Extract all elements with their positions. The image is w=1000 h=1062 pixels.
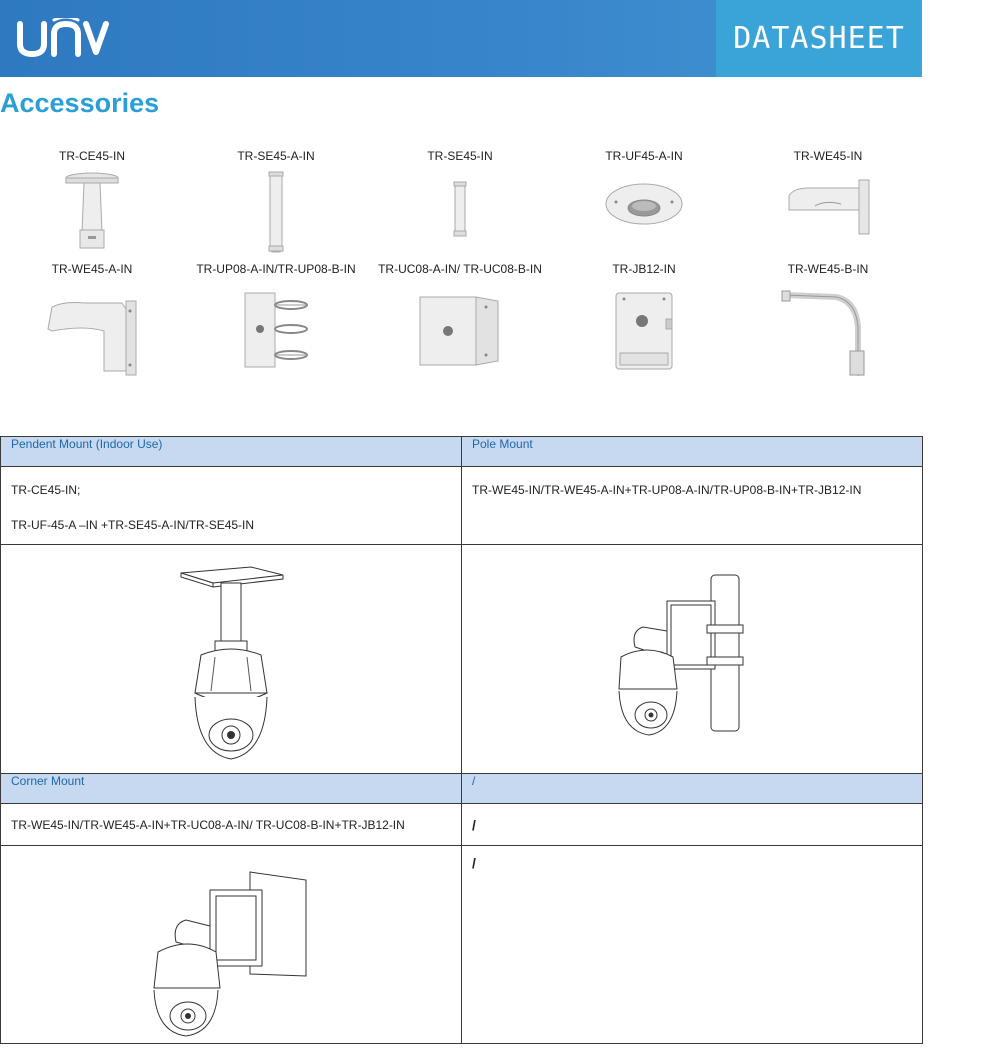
unv-logo-icon xyxy=(16,18,112,58)
table-row xyxy=(1,437,923,467)
table-row xyxy=(1,545,923,774)
accessory-item xyxy=(368,261,552,369)
accessory-item xyxy=(552,261,736,371)
accessory-item xyxy=(184,261,368,371)
accessories-row xyxy=(0,148,922,261)
accessory-item xyxy=(368,148,552,238)
corner-mount-header: Corner Mount xyxy=(1,774,462,804)
empty-models xyxy=(462,804,923,846)
empty-illustration-value: / xyxy=(472,855,476,871)
mount-options-table xyxy=(0,436,923,1044)
corner-mount-illustration xyxy=(1,846,462,1044)
long-extension-pole-icon xyxy=(266,170,286,254)
accessory-label: TR-WE45-A-IN xyxy=(51,262,133,276)
short-wall-bracket-icon xyxy=(785,178,871,238)
pole-mount-adapter-icon xyxy=(241,291,311,371)
wall-bracket-icon xyxy=(44,291,140,377)
accessory-item xyxy=(0,261,184,377)
corner-mount-models xyxy=(1,804,462,846)
datasheet-label: DATASHEET xyxy=(733,21,905,56)
table-row xyxy=(1,846,923,1044)
accessory-label: TR-SE45-IN xyxy=(427,149,493,163)
corner-mount-line: TR-WE45-IN/TR-WE45-A-IN+TR-UC08-A-IN/ TR-UC08-B-IN+TR-JB12-IN xyxy=(11,818,405,832)
accessory-label: TR-SE45-A-IN xyxy=(237,149,315,163)
pole-mount-models xyxy=(462,467,923,545)
accessory-item xyxy=(0,148,184,254)
accessory-label: TR-CE45-IN xyxy=(58,149,125,163)
pole-mount-camera-icon xyxy=(617,571,767,741)
pendant-mount-icon xyxy=(62,170,122,254)
ceiling-flange-icon xyxy=(604,178,684,238)
pole-mount-line: TR-WE45-IN/TR-WE45-A-IN+TR-UP08-A-IN/TR-UP08-B-IN+TR-JB12-IN xyxy=(472,483,862,497)
empty-models-value: / xyxy=(472,817,476,833)
pole-mount-header: Pole Mount xyxy=(462,437,923,467)
pendent-mount-models xyxy=(1,467,462,545)
datasheet-badge xyxy=(716,0,922,77)
junction-box-icon xyxy=(612,291,676,371)
table-row xyxy=(1,467,923,545)
accessories-grid xyxy=(0,148,922,388)
table-row xyxy=(1,774,923,804)
accessory-label: TR-WE45-B-IN xyxy=(787,262,869,276)
accessory-label: TR-JB12-IN xyxy=(612,262,676,276)
accessory-label: TR-UF45-A-IN xyxy=(605,149,683,163)
accessories-row xyxy=(0,261,922,388)
accessory-item xyxy=(736,148,920,238)
accessory-item xyxy=(184,148,368,254)
pendent-mount-camera-icon xyxy=(171,563,291,773)
pendent-mount-line: TR-CE45-IN; xyxy=(11,483,81,497)
pendent-mount-header: Pendent Mount (Indoor Use) xyxy=(1,437,462,467)
empty-header: / xyxy=(462,774,923,804)
pole-mount-illustration xyxy=(462,545,923,774)
gooseneck-bracket-icon xyxy=(780,287,876,379)
pendent-mount-line: TR-UF-45-A –IN +TR-SE45-A-IN/TR-SE45-IN xyxy=(11,518,255,532)
unv-logo xyxy=(16,10,112,66)
page-header xyxy=(0,0,922,77)
page-title: Accessories xyxy=(0,88,160,118)
accessory-label: TR-WE45-IN xyxy=(793,149,863,163)
short-extension-pole-icon xyxy=(452,180,468,238)
corner-mount-adapter-icon xyxy=(418,293,502,369)
accessory-item xyxy=(552,148,736,238)
corner-mount-camera-icon xyxy=(146,870,316,1040)
table-row xyxy=(1,804,923,846)
accessory-label: TR-UP08-A-IN/TR-UP08-B-IN xyxy=(196,262,356,276)
accessory-item xyxy=(736,261,920,379)
empty-illustration xyxy=(462,846,923,1044)
pendent-mount-illustration xyxy=(1,545,462,774)
accessory-label: TR-UC08-A-IN/ TR-UC08-B-IN xyxy=(378,262,542,276)
